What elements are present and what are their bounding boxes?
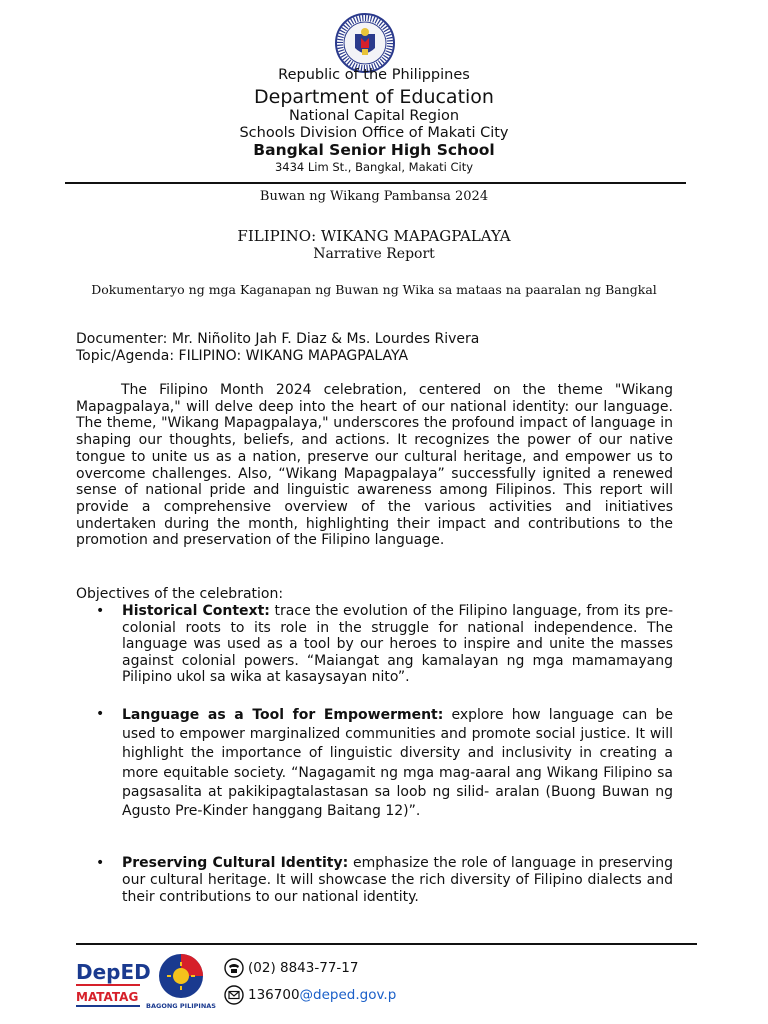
bullet-1: • — [96, 603, 105, 619]
documentary-line: Dokumentaryo ng mga Kaganapan ng Buwan ng Wika sa mataas na paaralan ng Bangkal — [91, 282, 657, 297]
objective-label: Historical Context: — [122, 603, 270, 619]
intro-paragraph: The Filipino Month 2024 celebration, centered on the theme "Wikang Mapagpalaya," will delve deep into the heart of our national identity: our language. The theme, "Wikang Mapagpalaya," underscores the profound impact of language in shaping our thoughts, beliefs, and actions. It recognizes the power of our native tongue to unite us as a nation, preserve our cultural heritage, and empower us to overcome challenges. Also, “Wikang Mapagpalaya” successfully ignited a renewed sense of national pride and linguistic awareness among Filipinos. This report will provide a comprehensive overview of the various activities and initiatives undertaken during the month, highlighting their impact and contributions to the promotion and preservation of the Filipino language. — [76, 382, 673, 549]
objective-text: emphasize the role of language in preserving our cultural heritage. It will showcase the rich diversity of Filipino dialects and their contributions to our national identity. — [122, 855, 673, 905]
objective-item — [122, 706, 673, 821]
header-address: 3434 Lim St., Bangkal, Makati City — [274, 160, 474, 174]
email-domain: @deped.gov.p — [299, 987, 397, 1003]
phone-contact — [224, 958, 358, 978]
report-title: FILIPINO: WIKANG MAPAGPALAYA — [237, 227, 511, 245]
email-user: 136700 — [248, 987, 300, 1003]
bullet-2: • — [96, 706, 105, 722]
header-division: Schools Division Office of Makati City — [239, 125, 509, 141]
objective-text: explore how language can be used to empower marginalized communities and promote social justice. It will highlight the importance of linguistic diversity and inclusivity in creating a more equitable society. “Nagagamit ng mga mag-aaral ang Wikang Filipino sa pagsasalita at pakikipagtalastasan sa loob ng silid- aralan (Buong Buwan ng Agusto Pre-Kinder hanggang Baitang 12)”. — [122, 707, 673, 820]
matatag-wordmark: MATATAG — [76, 990, 139, 1004]
deped-seal-logo — [326, 12, 404, 74]
header-divider — [65, 182, 686, 184]
report-subtitle: Narrative Report — [313, 246, 435, 262]
deped-matatag-logo — [76, 955, 151, 1011]
objective-item — [122, 603, 673, 686]
header-republic: Republic of the Philippines — [278, 67, 470, 83]
bagong-pilipinas-text: BAGONG PILIPINAS — [146, 1002, 216, 1010]
objectives-heading: Objectives of the celebration: — [76, 586, 284, 602]
objective-label: Language as a Tool for Empowerment: — [122, 707, 444, 723]
bagong-pilipinas-logo — [146, 950, 216, 1012]
email-contact — [224, 985, 396, 1005]
email-address[interactable] — [248, 987, 396, 1003]
phone-icon — [224, 958, 244, 978]
header-region: National Capital Region — [288, 108, 460, 124]
deped-wordmark: DepED — [76, 960, 151, 984]
objective-text: trace the evolution of the Filipino language, from its pre-colonial roots to its role in the struggle for national independence. The language was used as a tool by our heroes to inspire and unite the masses against colonial powers. “Maiangat ang kamalayan ng mga mamamayang Pilipino ukol sa wika at kasaysayan nito”. — [122, 603, 673, 686]
documenter-line: Documenter: Mr. Niñolito Jah F. Diaz & Ms. Lourdes Rivera — [76, 331, 480, 347]
phone-number: (02) 8843-77-17 — [248, 960, 359, 976]
bullet-3: • — [96, 855, 105, 871]
header-school: Bangkal Senior High School — [253, 141, 495, 159]
objective-item — [122, 855, 673, 905]
event-name: Buwan ng Wikang Pambansa 2024 — [259, 189, 489, 204]
email-icon — [224, 985, 244, 1005]
header-department: Department of Education — [254, 86, 494, 108]
footer-divider — [76, 943, 697, 945]
topic-line: Topic/Agenda: FILIPINO: WIKANG MAPAGPALAYA — [76, 348, 409, 364]
objective-label: Preserving Cultural Identity: — [122, 855, 349, 871]
